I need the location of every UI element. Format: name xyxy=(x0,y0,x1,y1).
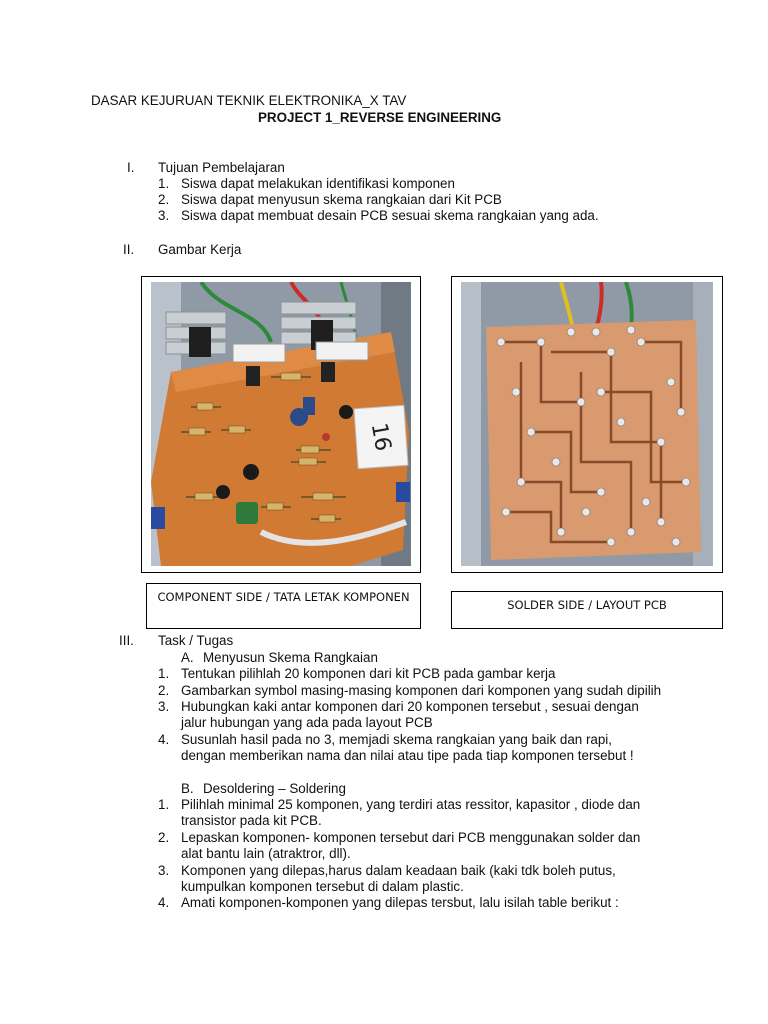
task-a-item-2-num: 2. xyxy=(158,683,170,698)
svg-text:16: 16 xyxy=(365,421,396,454)
task-a-label: A. xyxy=(181,650,194,665)
component-side-caption-text: COMPONENT SIDE / TATA LETAK KOMPONEN xyxy=(157,590,410,604)
task-b-item-2-line-1: Lepaskan komponen- komponen tersebut dari PCB menggunakan solder dan xyxy=(181,830,641,845)
task-b-item-2-line-2: alat bantu lain (atraktror, dll). xyxy=(181,846,351,861)
solder-side-pcb-photo xyxy=(461,282,713,566)
task-b-item-3-num: 3. xyxy=(158,863,170,878)
task-a-item-2-line-1: Gambarkan symbol masing-masing komponen dari komponen yang sudah dipilih xyxy=(181,683,662,698)
section-1-numeral: I. xyxy=(127,160,135,175)
task-b-item-4-num: 4. xyxy=(158,895,170,910)
section-1-item-1-num: 1. xyxy=(158,176,170,191)
section-1-item-3-num: 3. xyxy=(158,208,170,223)
document-header-course: DASAR KEJURUAN TEKNIK ELEKTRONIKA_X TAV xyxy=(91,93,407,108)
component-side-caption xyxy=(146,583,421,629)
task-b-item-4-line-1: Amati komponen-komponen yang dilepas tersbut, lalu isilah table berikut : xyxy=(181,895,619,910)
task-b-title: Desoldering – Soldering xyxy=(203,781,346,796)
solder-side-caption-text: SOLDER SIDE / LAYOUT PCB xyxy=(507,598,667,612)
task-a-item-1-num: 1. xyxy=(158,666,170,681)
section-3-numeral: III. xyxy=(119,633,134,648)
task-a-item-1-line-1: Tentukan pilihlah 20 komponen dari kit PCB pada gambar kerja xyxy=(181,666,556,681)
task-b-item-1-line-1: Pilihlah minimal 25 komponen, yang terdiri atas ressitor, kapasitor , diode dan xyxy=(181,797,641,812)
task-a-item-3-line-2: jalur hubungan yang ada pada layout PCB xyxy=(181,715,433,730)
task-a-item-3-num: 3. xyxy=(158,699,170,714)
section-2-title: Gambar Kerja xyxy=(158,242,242,257)
task-b-item-1-line-2: transistor pada kit PCB. xyxy=(181,813,322,828)
task-a-item-4-line-1: Susunlah hasil pada no 3, memjadi skema rangkaian yang baik dan rapi, xyxy=(181,732,612,747)
section-1-title: Tujuan Pembelajaran xyxy=(158,160,285,175)
section-1-item-2-text: Siswa dapat menyusun skema rangkaian dari Kit PCB xyxy=(181,192,502,207)
task-b-item-2-num: 2. xyxy=(158,830,170,845)
task-b-item-3-line-2: kumpulkan komponen tersebut di dalam plastic. xyxy=(181,879,464,894)
task-a-item-4-line-2: dengan memberikan nama dan nilai atau tipe pada tiap komponen tersebut ! xyxy=(181,748,634,763)
solder-side-caption xyxy=(451,591,723,629)
task-a-title: Menyusun Skema Rangkaian xyxy=(203,650,378,665)
task-b-item-1-num: 1. xyxy=(158,797,170,812)
task-b-label: B. xyxy=(181,781,194,796)
section-2-numeral: II. xyxy=(123,242,135,257)
task-a-item-4-num: 4. xyxy=(158,732,170,747)
section-3-title: Task / Tugas xyxy=(158,633,234,648)
task-b-item-3-line-1: Komponen yang dilepas,harus dalam keadaan baik (kaki tdk boleh putus, xyxy=(181,863,616,878)
section-1-item-3-text: Siswa dapat membuat desain PCB sesuai skema rangkaian yang ada. xyxy=(181,208,599,223)
section-1-item-1-text: Siswa dapat melakukan identifikasi komponen xyxy=(181,176,455,191)
task-a-item-3-line-1: Hubungkan kaki antar komponen dari 20 komponen tersebut , sesuai dengan xyxy=(181,699,639,714)
component-side-pcb-photo xyxy=(151,282,411,566)
section-1-item-2-num: 2. xyxy=(158,192,170,207)
document-title: PROJECT 1_REVERSE ENGINEERING xyxy=(258,110,502,125)
solder-side-photo-frame xyxy=(451,276,723,573)
component-side-photo-frame xyxy=(141,276,421,573)
